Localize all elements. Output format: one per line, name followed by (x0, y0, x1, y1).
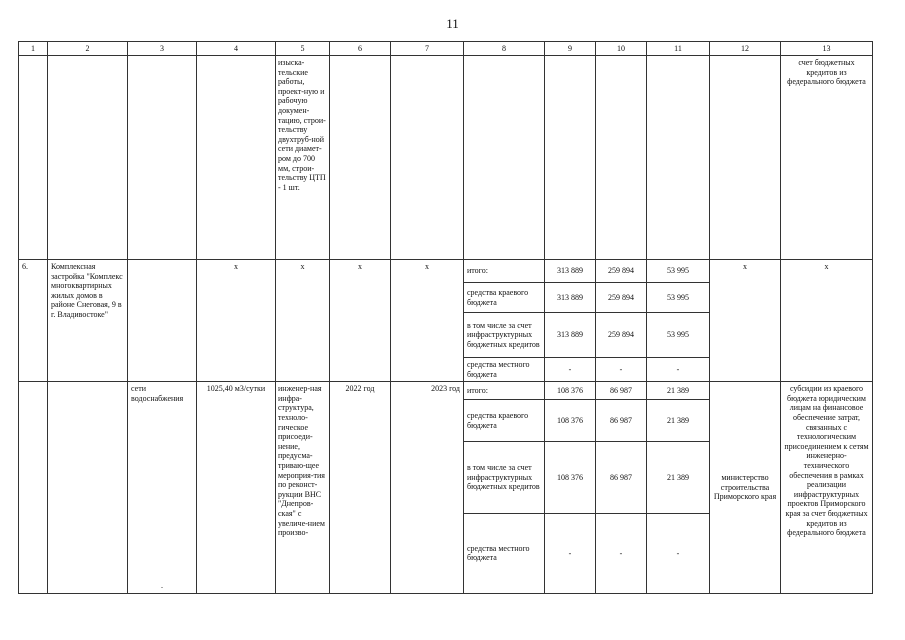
column-number: 9 (545, 42, 596, 56)
column-number: 7 (391, 42, 464, 56)
work-description-cell: изыска-тельские работы, проект-ную и рабочую докумен-тацию, строи-тельству двухтруб-ной сети диамет-ром до 700 мм, строи-тельству ЦТП - 1 шт. (276, 56, 330, 260)
funding-note-cell: субсидии из краевого бюджета юридическим лицам на финансовое обеспечение затрат, связанных с технологическим присоединением к сетям инженерно-технического обеспечения в рамках реализации инфраструктурных проектов Приморского края за счет бюджетных кредитов из федерального бюджета (781, 382, 873, 594)
column-number: 13 (781, 42, 873, 56)
column-number: 12 (710, 42, 781, 56)
column-number-row (19, 42, 873, 56)
page-number: 11 (446, 16, 459, 31)
continuation-row (19, 56, 873, 260)
object-name: сети водоснабжения . (128, 382, 197, 594)
budget-table (18, 41, 873, 594)
column-number: 11 (647, 42, 710, 56)
value-cell: 313 889 (545, 283, 596, 313)
value-cell: 21 389 (647, 382, 710, 400)
column-number: 5 (276, 42, 330, 56)
value-cell: 259 894 (596, 283, 647, 313)
column-number: 8 (464, 42, 545, 56)
funding-source-label: средства краевого бюджета (464, 400, 545, 442)
cell-x: x (197, 260, 276, 382)
value-cell: 108 376 (545, 442, 596, 513)
column-number: 6 (330, 42, 391, 56)
value-cell: 53 995 (647, 313, 710, 358)
column-number: 3 (128, 42, 197, 56)
item-name: Комплексная застройка "Комплекс многоквартирных жилых домов в районе Снеговая, 9 в г. Владивостоке" (48, 260, 128, 382)
value-cell: 313 889 (545, 260, 596, 283)
value-cell: 313 889 (545, 313, 596, 358)
funding-source-label: итого: (464, 260, 545, 283)
start-year: 2022 год (330, 382, 391, 594)
responsible-ministry: министерство строительства Приморского края (710, 382, 781, 594)
item-number: 6. (19, 260, 48, 382)
value-cell: 108 376 (545, 400, 596, 442)
cell-x: x (330, 260, 391, 382)
cell-x: x (710, 260, 781, 382)
value-cell: 53 995 (647, 260, 710, 283)
funding-source-label: средства местного бюджета (464, 513, 545, 593)
work-description-cell: инженер-ная инфра-структура, техноло-гическое присоеди-нение, предусма-триваю-щее мероприя-тия по реконст-рукции ВНС "Днепров-ская" с увеличе-нием произво- (276, 382, 330, 594)
value-cell: 108 376 (545, 382, 596, 400)
value-cell: 53 995 (647, 283, 710, 313)
value-cell: 21 389 (647, 400, 710, 442)
column-number: 10 (596, 42, 647, 56)
cell-x: x (391, 260, 464, 382)
funding-source-label: в том числе за счет инфраструктурных бюджетных кредитов (464, 313, 545, 358)
value-cell: 86 987 (596, 442, 647, 513)
value-cell: - (647, 358, 710, 382)
value-cell: - (545, 358, 596, 382)
cell-x: x (781, 260, 873, 382)
value-cell: 86 987 (596, 400, 647, 442)
value-cell: 259 894 (596, 313, 647, 358)
value-cell: 259 894 (596, 260, 647, 283)
value-cell: 21 389 (647, 442, 710, 513)
table-row (19, 260, 873, 283)
funding-source-label: средства местного бюджета (464, 358, 545, 382)
footer-mark: . (161, 581, 163, 591)
funding-source-label: итого: (464, 382, 545, 400)
funding-source-label: в том числе за счет инфраструктурных бюджетных кредитов (464, 442, 545, 513)
capacity-cell: 1025,40 м3/сутки (197, 382, 276, 594)
value-cell: 86 987 (596, 382, 647, 400)
column-number: 4 (197, 42, 276, 56)
table-row (19, 382, 873, 400)
column-number: 2 (48, 42, 128, 56)
value-cell: - (647, 513, 710, 593)
value-cell: - (596, 358, 647, 382)
funding-note-cell: счет бюджетных кредитов из федерального бюджета (781, 56, 873, 260)
end-year: 2023 год (391, 382, 464, 594)
column-number: 1 (19, 42, 48, 56)
value-cell: - (596, 513, 647, 593)
cell-x: x (276, 260, 330, 382)
funding-source-label: средства краевого бюджета (464, 283, 545, 313)
value-cell: - (545, 513, 596, 593)
